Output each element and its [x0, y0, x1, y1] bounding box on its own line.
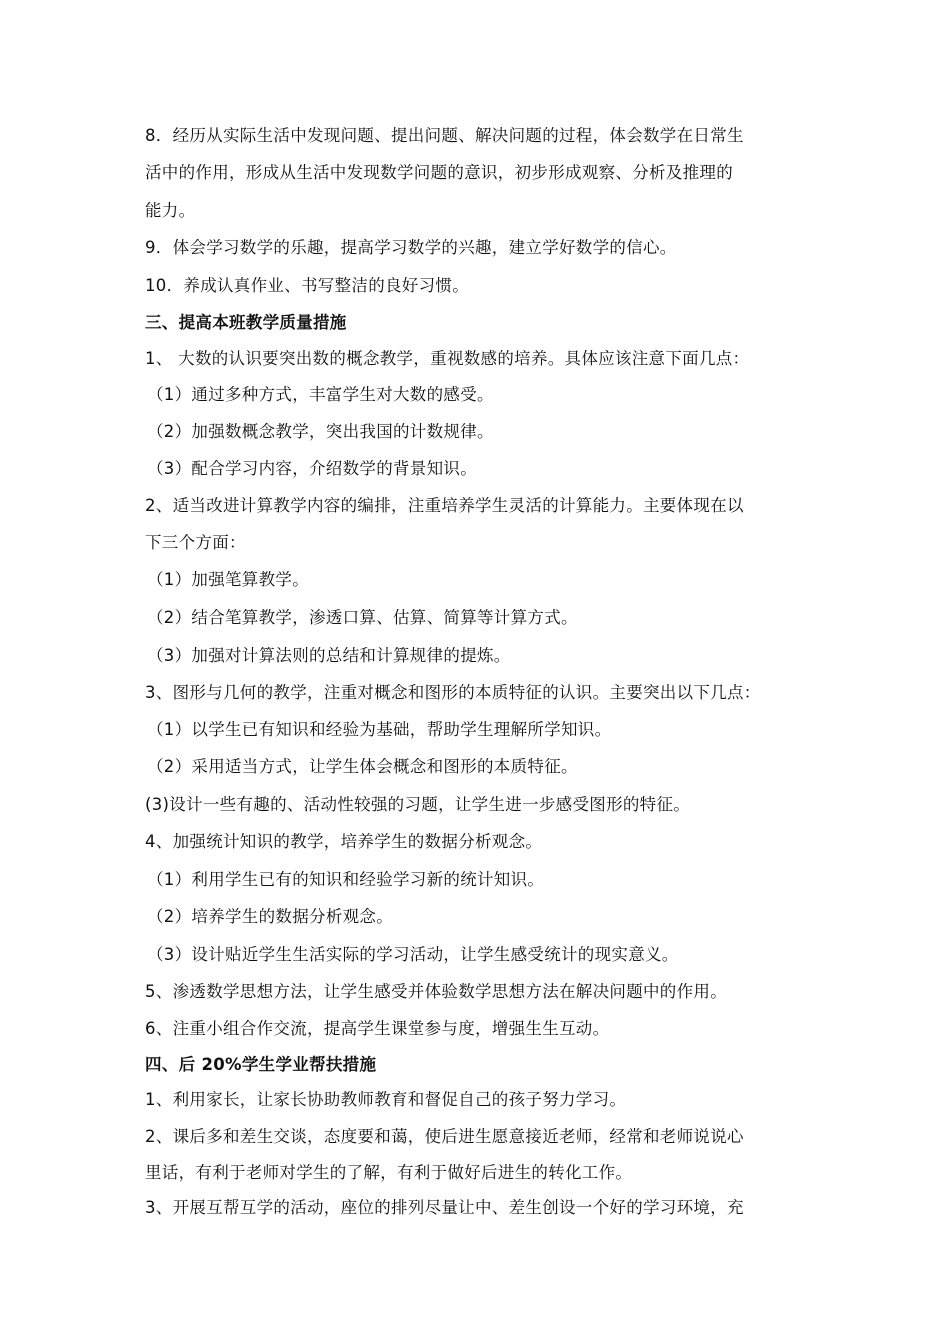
- text-line: 3、开展互帮互学的活动，座位的排列尽量让中、差生创设一个好的学习环境，充: [145, 1198, 744, 1217]
- text-line: 里话，有利于老师对学生的了解，有利于做好后进生的转化工作。: [145, 1163, 633, 1182]
- text-line: 6、注重小组合作交流，提高学生课堂参与度，增强生生互动。: [145, 1019, 610, 1038]
- text-line: (3)设计一些有趣的、活动性较强的习题，让学生进一步感受图形的特征。: [145, 795, 691, 814]
- list-item: （3）加强对计算法则的总结和计算规律的提炼。: [147, 646, 511, 665]
- list-item: （1）通过多种方式，丰富学生对大数的感受。: [147, 385, 494, 404]
- text-line: 8．经历从实际生活中发现问题、提出问题、解决问题的过程，体会数学在日常生: [145, 126, 744, 145]
- text-line: 5、渗透数学思想方法，让学生感受并体验数学思想方法在解决问题中的作用。: [145, 982, 727, 1001]
- list-item: （2）结合笔算教学，渗透口算、估算、简算等计算方式。: [147, 608, 578, 627]
- section-heading: 三、提高本班教学质量措施: [145, 313, 347, 332]
- text-line: 10．养成认真作业、书写整洁的良好习惯。: [145, 276, 469, 295]
- list-item: （1）加强笔算教学。: [147, 570, 309, 589]
- text-line: 2、适当改进计算教学内容的编排，注重培养学生灵活的计算能力。主要体现在以: [145, 496, 744, 515]
- text-line: 1、 大数的认识要突出数的概念教学，重视数感的培养。具体应该注意下面几点：: [145, 349, 750, 368]
- text-line: 9．体会学习数学的乐趣，提高学习数学的兴趣，建立学好数学的信心。: [145, 238, 677, 257]
- text-line: 能力。: [145, 201, 196, 220]
- list-item: （2）培养学生的数据分析观念。: [147, 907, 393, 926]
- list-item: （3）配合学习内容，介绍数学的背景知识。: [147, 459, 477, 478]
- list-item: （2）采用适当方式，让学生体会概念和图形的本质特征。: [147, 757, 578, 776]
- text-line: 1、利用家长，让家长协助教师教育和督促自己的孩子努力学习。: [145, 1090, 627, 1109]
- list-item: （3）设计贴近学生生活实际的学习活动，让学生感受统计的现实意义。: [147, 945, 679, 964]
- text-line: 活中的作用，形成从生活中发现数学问题的意识，初步形成观察、分析及推理的: [145, 163, 733, 182]
- text-line: 2、课后多和差生交谈，态度要和蔼，使后进生愿意接近老师，经常和老师说说心: [145, 1127, 744, 1146]
- text-line: 3、图形与几何的教学，注重对概念和图形的本质特征的认识。主要突出以下几点：: [145, 683, 761, 702]
- list-item: （2）加强数概念教学，突出我国的计数规律。: [147, 422, 494, 441]
- text-line: 4、加强统计知识的教学，培养学生的数据分析观念。: [145, 832, 543, 851]
- list-item: （1）以学生已有知识和经验为基础，帮助学生理解所学知识。: [147, 720, 612, 739]
- section-heading: 四、后 20%学生学业帮扶措施: [145, 1055, 377, 1074]
- text-line: 下三个方面：: [145, 533, 246, 552]
- list-item: （1）利用学生已有的知识和经验学习新的统计知识。: [147, 870, 545, 889]
